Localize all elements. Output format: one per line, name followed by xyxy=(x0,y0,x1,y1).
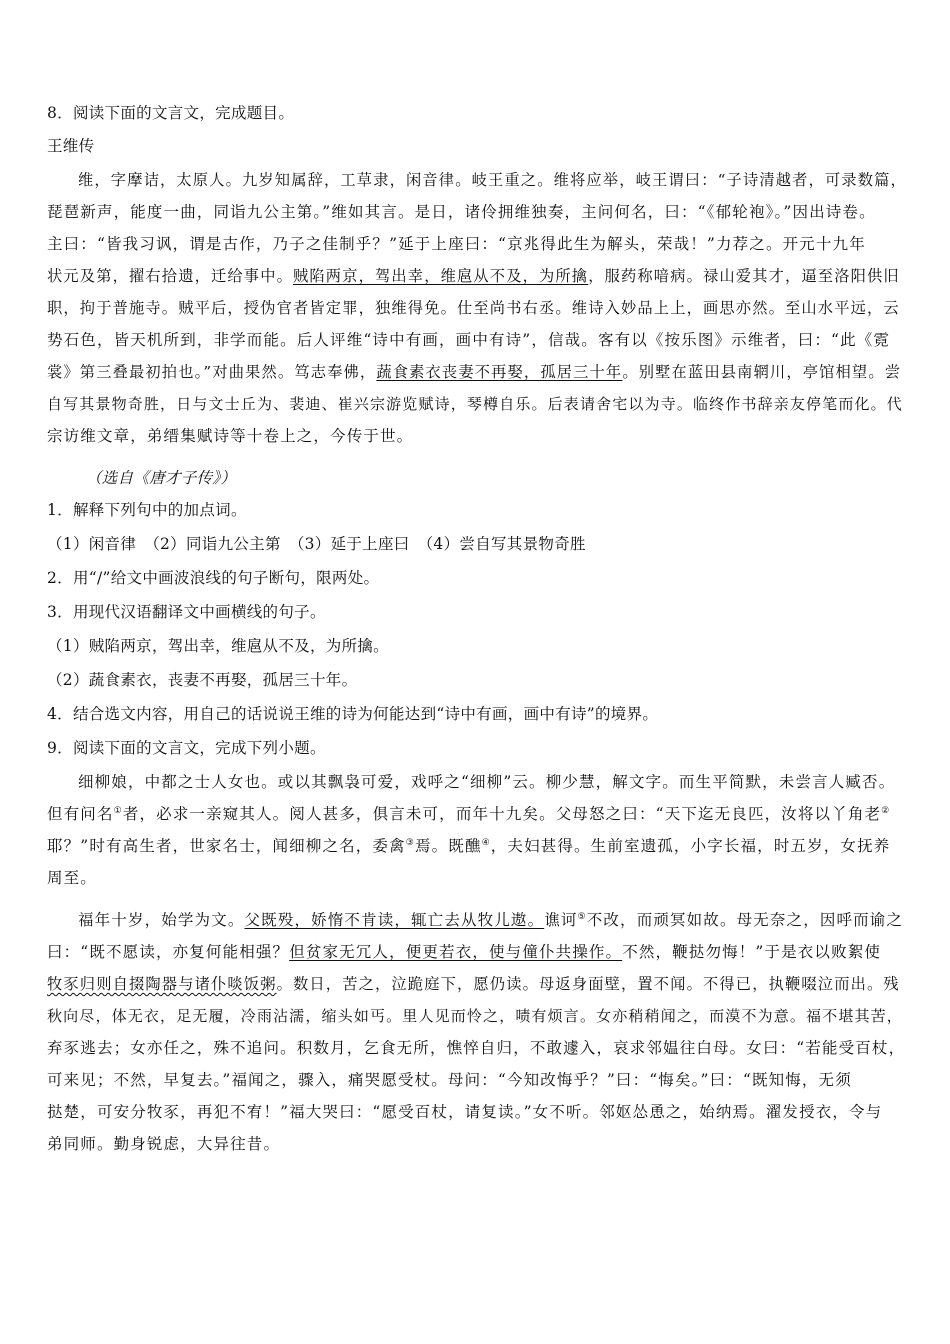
passage-line: 弟同师。勤身锐虑，大异往昔。 xyxy=(47,1135,281,1153)
passage-line: 细柳娘，中都之士人女也。或以其飘袅可爱，戏呼之“细柳”云。柳少慧，解文字。而生平简默，未尝言人臧否。 xyxy=(78,773,896,791)
passage-line: 自写其景物奇胜，日与文士丘为、裴迪、崔兴宗游览赋诗，琴樽自乐。后表请舍宅以为寺。临终作书辞亲友停笔而化。代 xyxy=(47,395,903,413)
passage-line: 耶？”时有高生者，世家名士，闻细柳之名，委禽③焉。既醮④，夫妇甚得。生前室遗孤，小字长福，时五岁，女抚养 xyxy=(47,837,891,855)
question-item: 4．结合选文内容，用自己的话说说王维的诗为何能达到“诗中有画，画中有诗”的境界。 xyxy=(47,705,659,723)
footnote-marker: ① xyxy=(113,806,123,816)
passage-line: 维，字摩诘，太原人。九岁知属辞，工草隶，闲音律。岐王重之。维将应举，岐王谓曰：“子诗清越者，可录数篇， xyxy=(78,171,907,189)
question-item: 3．用现代汉语翻译文中画横线的句子。 xyxy=(47,603,326,621)
footnote-marker: ⑤ xyxy=(577,912,587,922)
passage-line: 主曰：“皆我习讽，谓是古作，乃子之佳制乎？”延于上座曰：“京兆得此生为解头，荣哉！”力荐之。开元十九年 xyxy=(47,235,866,253)
question-9-heading: 9．阅读下面的文言文，完成下列小题。 xyxy=(47,739,326,757)
underlined-sentence: 蔬食素衣丧妻不再娶，孤居三十年 xyxy=(376,363,623,381)
underlined-sentence: 贼陷两京，驾出幸，维扈从不及，为所擒 xyxy=(293,267,589,285)
passage-line: 但有问名①者，必求一亲窥其人。阅人甚多，俱言未可，而年十九矣。父母怒之曰：“天下迄无良匹，汝将以丫角老② xyxy=(47,805,891,823)
question-item: （1）闲音律 （2）同诣九公主第 （3）延于上座曰 （4）尝自写其景物奇胜 xyxy=(47,535,586,553)
question-item: （1）贼陷两京，驾出幸，维扈从不及，为所擒。 xyxy=(47,637,389,655)
passage-line: 曰：“既不愿读，亦复何能相强？但贫家无冗人，便更若衣，使与僮仆共操作。不然，鞭挞勿悔！”于是衣以败絮使 xyxy=(47,943,882,961)
wavy-underlined-sentence: 牧豕归则自掇陶器与诸仆啖饭粥 xyxy=(47,975,277,993)
question-item: 2．用“/”给文中画波浪线的句子断句，限两处。 xyxy=(47,569,380,587)
passage-line: 裳》第三叠最初拍也。”对曲果然。笃志奉佛，蔬食素衣丧妻不再娶，孤居三十年。别墅在蓝田县南辋川，亭馆相望。尝 xyxy=(47,363,902,381)
footnote-marker: ③ xyxy=(405,838,415,848)
passage-line: 周至。 xyxy=(47,869,97,887)
passage-line: 琵琶新声，能度一曲，同诣九公主第。”维如其言。是日，诸伶拥维独奏，主问何名，曰：“《郁轮袍》。”因出诗卷。 xyxy=(47,203,876,221)
underlined-sentence: 但贫家无冗人，便更若衣，使与僮仆共操作。 xyxy=(289,943,623,961)
footnote-marker: ④ xyxy=(481,838,491,848)
passage-title: 王维传 xyxy=(47,137,95,155)
passage-line: 福年十岁，始学为文。父既殁，娇惰不肯读，辄亡去从牧儿遨。谯诃⑤不改，而顽冥如故。母无奈之，因呼而谕之 xyxy=(78,911,904,929)
question-item: 1．解释下列句中的加点词。 xyxy=(47,501,247,519)
question-item: （2）蔬食素衣，丧妻不再娶，孤居三十年。 xyxy=(47,671,358,689)
question-8-heading: 8．阅读下面的文言文，完成题目。 xyxy=(47,104,295,122)
underlined-sentence: 父既殁，娇惰不肯读，辄亡去从牧儿遨。 xyxy=(244,911,545,929)
passage-line: 可来见；不然，早复去。”福闻之，骤入，痛哭愿受杖。母问：“今知改悔乎？”曰：“悔矣。”曰：“既知悔，无须 xyxy=(47,1071,852,1089)
passage-line: 挞楚，可安分牧豕，再犯不宥！”福大哭曰：“愿受百杖，请复读。”女不听。邻妪怂恿之，始纳焉。濯发授衣，令与 xyxy=(47,1103,883,1121)
source-note: （选自《唐才子传》） xyxy=(86,469,237,487)
passage-line: 势石色，皆天机所到，非学而能。后人评维“诗中有画，画中有诗”，信哉。客有以《按乐图》示维者，曰：“此《霓 xyxy=(47,331,891,349)
footnote-marker: ② xyxy=(881,806,891,816)
passage-line: 秋向尽，体无衣，足无履，冷雨沾濡，缩头如丐。里人见而怜之，啧有烦言。女亦稍稍闻之，而漠不为意。福不堪其苦， xyxy=(47,1007,903,1025)
passage-line: 状元及第，擢右拾遗，迁给事中。贼陷两京，驾出幸，维扈从不及，为所擒，服药称喑病。禄山爱其才，逼至洛阳供旧 xyxy=(47,267,900,285)
passage-line: 职，拘于普施寺。贼平后，授伪官者皆定罪，独维得免。仕至尚书右丞。维诗入妙品上上，画思亦然。至山水平远，云 xyxy=(47,299,900,317)
passage-line: 牧豕归则自掇陶器与诸仆啖饭粥。数日，苦之，泣跪庭下，愿仍读。母返身面壁，置不闻。不得已，执鞭啜泣而出。残 xyxy=(47,975,900,993)
passage-line: 弃豕逃去；女亦任之，殊不追问。积数月，乞食无所，憔悴自归，不敢遽入，哀求邻媪往白母。女曰：“若能受百杖， xyxy=(47,1039,906,1057)
passage-line: 宗访维文章，弟缙集赋诗等十卷上之，今传于世。 xyxy=(47,427,414,445)
